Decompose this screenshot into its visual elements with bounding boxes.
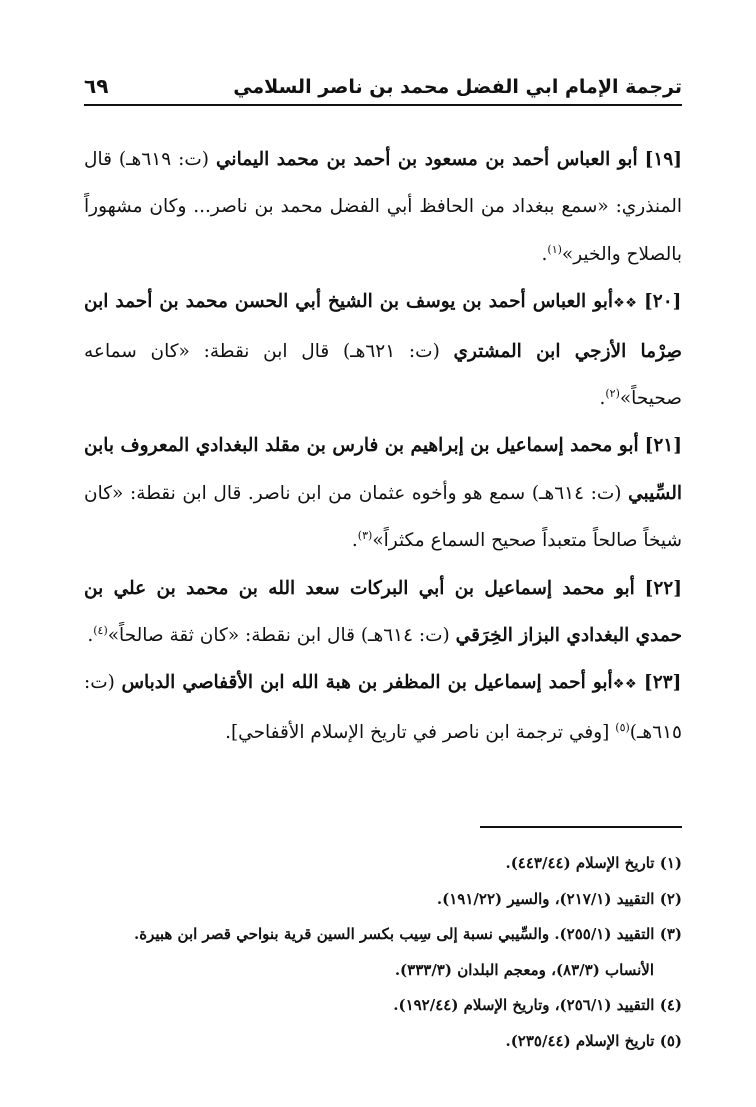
main-text [84,136,682,756]
footnote-text: التقييد (٢٥٥/١). والسِّيبي نسبة إلى سِيب بكسر السين قرية بنواحي قصر ابن هبيرة. [134,925,655,943]
entry-text: قال ابن نقطة: «كان سماعه صحيحاً» [84,340,682,410]
entry-date: (ت: ٦١٥هـ) [84,672,682,743]
footnote-3 [84,917,682,953]
entry-date: (ت: ٦٢١هـ) [342,340,440,362]
footnote-3-continuation [84,953,682,989]
entry-text: قال المنذري: «سمع ببغداد من الحافظ أبي الفضل محمد بن ناصر... وكان مشهوراً بالصلاح والخير» [84,149,682,265]
entry-21 [84,422,682,564]
entry-number: [٢٣] [643,672,682,694]
entry-name: أبو محمد إسماعيل بن أبي البركات سعد الله بن محمد بن علي بن حمدي البغدادي البزاز الخِرَقي [84,577,682,647]
footnote-label: (٤) [659,996,682,1014]
entry-end: . [87,625,94,647]
entry-text: سمع هو وأخوه عثمان من ابن ناصر. قال ابن نقطة: «كان شيخاً صالحاً متعبداً صحيح السماع مكثراً» [84,482,682,552]
footnote-ref: (٢) [605,386,620,400]
footnote-label: (٢) [659,889,682,908]
entry-number: [٢٢] [644,577,682,599]
entry-20 [84,278,682,422]
entry-end: . [599,388,606,410]
entry-23 [84,659,682,756]
footnote-2 [84,882,682,918]
entry-name: أبو العباس أحمد بن مسعود بن أحمد بن محمد اليماني [216,149,638,170]
entry-end: . [225,721,231,743]
footnote-text: التقييد (٢٥٦/١)، وتاريخ الإسلام (١٩٢/٤٤). [393,996,655,1014]
page-number: ٦٩ [84,74,109,98]
entry-date: (ت: ٦١٩هـ) [118,149,209,170]
footnote-label: (٥) [659,1031,682,1050]
footnote-5 [84,1024,682,1060]
footnote-text: تاريخ الإسلام (٢٣٥/٤٤). [505,1031,655,1050]
footnote-ref: (١) [547,242,562,256]
diamond-marker-icon: ❖❖ [613,296,638,312]
footnote-label: (١) [659,854,682,872]
diamond-marker-icon: ❖❖ [612,677,638,693]
entry-text: [وفي ترجمة ابن ناصر في تاريخ الإسلام الأقفاحي] [230,721,610,743]
entry-text: قال ابن نقطة: «كان ثقة صالحاً» [107,625,355,647]
entry-date: (ت: ٦١٤هـ) [531,482,622,504]
entry-name: أبو محمد إسماعيل بن إبراهيم بن فارس بن مقلد البغدادي المعروف بابن السِّيبي [84,435,683,504]
footnote-ref: (٥) [615,720,630,734]
running-header [84,66,682,106]
entry-number: [١٩] [644,149,683,170]
entry-22 [84,565,682,660]
footnote-1 [84,846,682,882]
entry-end: . [541,243,548,265]
footnote-ref: (٣) [357,529,373,543]
entry-date: (ت: ٦١٤هـ) [360,625,450,647]
header-title: ترجمة الإمام ابي الفضل محمد بن ناصر السلامي [233,76,682,98]
entry-name: أبو العباس أحمد بن يوسف بن الشيخ أبي الحسن محمد بن أحمد ابن صِرْما الأزجي ابن المشتري [84,291,682,362]
footnote-ref: (٤) [93,623,108,637]
entry-19 [84,136,682,278]
entry-name: أبو أحمد إسماعيل بن المظفر بن هبة الله ابن الأقفاصي الدباس [121,672,613,694]
entry-end: . [351,530,358,552]
footnote-text: الأنساب (٨٣/٣)، ومعجم البلدان (٣٣٣/٣). [394,960,654,979]
footnote-text: تاريخ الإسلام (٤٤٣/٤٤). [505,854,655,872]
footnote-separator [480,826,682,828]
entry-number: [٢١] [644,435,682,457]
footnotes [84,846,682,1059]
footnote-label: (٣) [659,925,682,943]
entry-number: [٢٠] [644,291,682,313]
footnote-text: التقييد (٢١٧/١)، والسير (١٩١/٢٢). [436,889,655,908]
footnote-4 [84,988,682,1024]
